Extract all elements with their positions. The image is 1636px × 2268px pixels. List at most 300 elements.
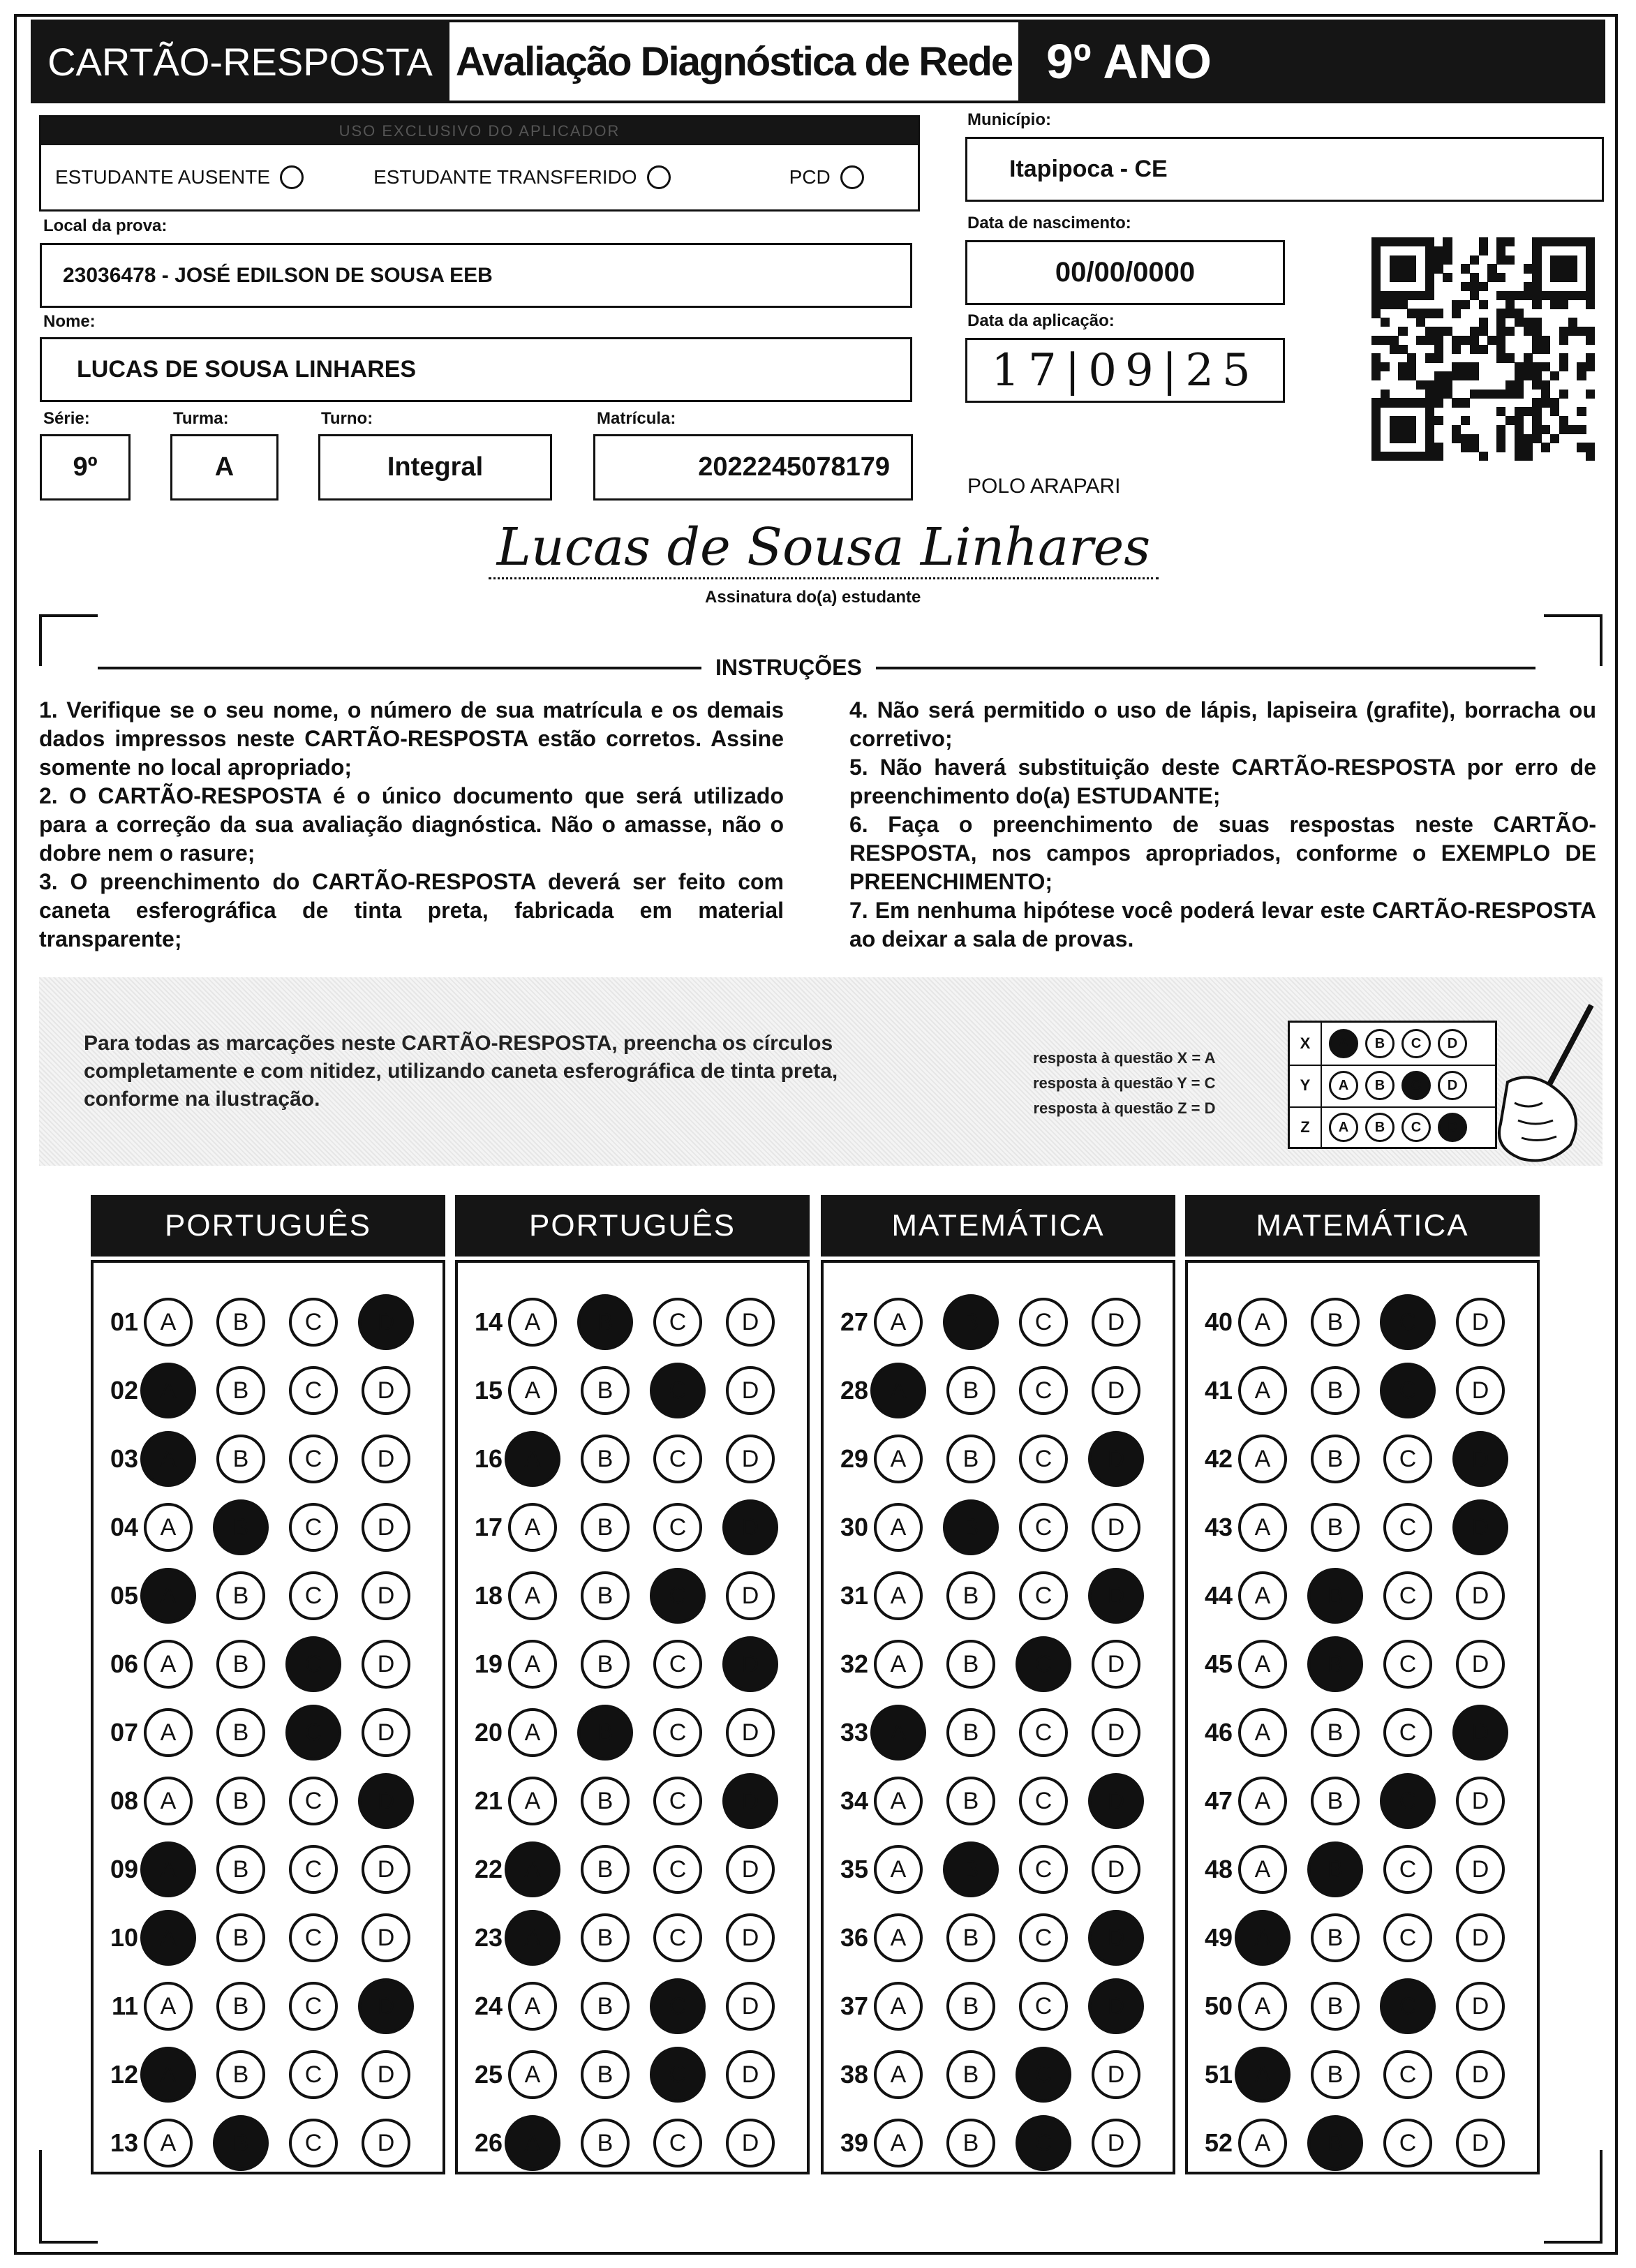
answer-bubble-a[interactable]: A bbox=[1235, 1910, 1291, 1966]
answer-bubble-c[interactable]: C bbox=[653, 1503, 702, 1552]
answer-bubble-b[interactable]: B bbox=[581, 1913, 630, 1962]
question-row bbox=[1188, 1906, 1529, 1969]
corner-mark-top-left bbox=[39, 614, 98, 666]
answer-bubble-a[interactable]: A bbox=[144, 1640, 193, 1689]
example-bubble-c: C bbox=[1401, 1113, 1431, 1142]
answer-bubble-c[interactable]: C bbox=[289, 1298, 338, 1347]
example-row bbox=[1290, 1065, 1495, 1108]
answer-bubble-a[interactable]: A bbox=[505, 1431, 560, 1487]
answer-bubble-c[interactable]: C bbox=[289, 1982, 338, 2031]
answer-bubble-c[interactable]: C bbox=[650, 1363, 706, 1418]
answer-bubble-d[interactable]: D bbox=[362, 1435, 410, 1483]
legend-x: resposta à questão X = A bbox=[1033, 1049, 1216, 1067]
answer-bubble-a[interactable]: A bbox=[870, 1363, 926, 1418]
answer-bubble-c[interactable]: C bbox=[289, 2050, 338, 2099]
question-number: 03 bbox=[110, 1444, 138, 1473]
answer-bubble-a[interactable]: A bbox=[1238, 2119, 1287, 2167]
answer-bubble-d[interactable]: D bbox=[362, 2119, 410, 2167]
answer-bubble-c[interactable]: C bbox=[1019, 1503, 1068, 1552]
answer-bubble-c[interactable]: C bbox=[1019, 1845, 1068, 1894]
answer-bubble-a[interactable]: A bbox=[505, 2115, 560, 2171]
question-number: 43 bbox=[1204, 1513, 1233, 1541]
answer-bubble-d[interactable]: D bbox=[1092, 1640, 1140, 1689]
example-row-label: Z bbox=[1290, 1106, 1322, 1148]
answer-bubble-c[interactable]: C bbox=[653, 1845, 702, 1894]
answer-bubble-c[interactable]: C bbox=[653, 1435, 702, 1483]
answer-bubble-c[interactable]: C bbox=[1383, 1640, 1432, 1689]
answer-bubble-d[interactable]: D bbox=[722, 1773, 778, 1829]
answer-bubble-d[interactable]: D bbox=[726, 1435, 775, 1483]
question-row bbox=[1188, 1975, 1529, 2038]
question-row bbox=[1188, 1701, 1529, 1764]
answer-bubble-d[interactable]: D bbox=[1452, 1431, 1508, 1487]
answer-bubble-c[interactable]: C bbox=[1380, 1363, 1436, 1418]
answer-column bbox=[455, 1260, 810, 2174]
corner-mark-bottom-left bbox=[39, 2150, 98, 2244]
name-value: LUCAS DE SOUSA LINHARES bbox=[77, 356, 417, 383]
question-number: 36 bbox=[840, 1923, 868, 1952]
answer-bubble-c[interactable]: C bbox=[289, 1366, 338, 1415]
answer-bubble-a[interactable]: A bbox=[508, 1640, 557, 1689]
answer-bubble-b[interactable]: B bbox=[581, 1366, 630, 1415]
answer-bubble-a[interactable]: A bbox=[140, 1431, 196, 1487]
answer-bubble-d[interactable]: D bbox=[726, 1913, 775, 1962]
answer-bubble-b[interactable]: B bbox=[1311, 2050, 1360, 2099]
answer-bubble-a[interactable]: A bbox=[874, 2119, 923, 2167]
answer-bubble-b[interactable]: B bbox=[581, 1845, 630, 1894]
answer-bubble-a[interactable]: A bbox=[874, 1845, 923, 1894]
answer-bubble-d[interactable]: D bbox=[1088, 1431, 1144, 1487]
answer-bubble-b[interactable]: B bbox=[216, 1982, 265, 2031]
question-number: 41 bbox=[1204, 1376, 1233, 1404]
question-number: 21 bbox=[474, 1786, 503, 1815]
answer-bubble-b[interactable]: B bbox=[1311, 1777, 1360, 1825]
answer-bubble-c[interactable]: C bbox=[289, 1913, 338, 1962]
question-row bbox=[94, 1701, 434, 1764]
answer-bubble-c[interactable]: C bbox=[1019, 1571, 1068, 1620]
answer-bubble-c[interactable]: C bbox=[1019, 1435, 1068, 1483]
answer-bubble-a[interactable]: A bbox=[1238, 1435, 1287, 1483]
answer-bubble-a[interactable]: A bbox=[874, 1640, 923, 1689]
answer-bubble-b[interactable]: B bbox=[1311, 1298, 1360, 1347]
answer-bubble-b[interactable]: B bbox=[1311, 1708, 1360, 1757]
example-bubble-c: C bbox=[1401, 1071, 1431, 1100]
answer-bubble-b[interactable]: B bbox=[213, 1499, 269, 1555]
birthdate-field bbox=[965, 240, 1285, 305]
turno-label: Turno: bbox=[321, 409, 373, 428]
answer-bubble-d[interactable]: D bbox=[1456, 1571, 1505, 1620]
answer-bubble-b[interactable]: B bbox=[946, 1435, 995, 1483]
answer-bubble-a[interactable]: A bbox=[1238, 1298, 1287, 1347]
answer-bubble-b[interactable]: B bbox=[946, 1366, 995, 1415]
question-number: 44 bbox=[1204, 1581, 1233, 1610]
answer-bubble-a[interactable]: A bbox=[874, 2050, 923, 2099]
question-row bbox=[94, 1906, 434, 1969]
question-number: 30 bbox=[840, 1513, 868, 1541]
question-number: 34 bbox=[840, 1786, 868, 1815]
answer-column bbox=[91, 1260, 445, 2174]
answer-bubble-b[interactable]: B bbox=[581, 1435, 630, 1483]
answer-bubble-a[interactable]: A bbox=[874, 1503, 923, 1552]
subject-header: MATEMÁTICA bbox=[1185, 1195, 1540, 1257]
answer-bubble-d[interactable]: D bbox=[726, 1366, 775, 1415]
answer-bubble-b[interactable]: B bbox=[943, 1294, 999, 1350]
answer-bubble-c[interactable]: C bbox=[650, 2047, 706, 2103]
answer-bubble-d[interactable]: D bbox=[726, 2050, 775, 2099]
answer-bubble-b[interactable]: B bbox=[946, 1913, 995, 1962]
example-bubble-a: A bbox=[1329, 1029, 1358, 1058]
answer-bubble-d[interactable]: D bbox=[1452, 1499, 1508, 1555]
question-number: 10 bbox=[110, 1923, 138, 1952]
answer-bubble-d[interactable]: D bbox=[1092, 1845, 1140, 1894]
answer-bubble-d[interactable]: D bbox=[726, 1298, 775, 1347]
answer-bubble-c[interactable]: C bbox=[1380, 1773, 1436, 1829]
question-number: 39 bbox=[840, 2128, 868, 2157]
answer-bubble-c[interactable]: C bbox=[1383, 2119, 1432, 2167]
answer-bubble-b[interactable]: B bbox=[946, 2050, 995, 2099]
application-date-value: 17|09|25 bbox=[991, 344, 1259, 396]
answer-bubble-d[interactable]: D bbox=[1456, 1777, 1505, 1825]
answer-bubble-b[interactable]: B bbox=[577, 1705, 633, 1761]
answer-bubble-c[interactable]: C bbox=[289, 1571, 338, 1620]
answer-bubble-b[interactable]: B bbox=[216, 1640, 265, 1689]
answer-bubble-a[interactable]: A bbox=[140, 1568, 196, 1624]
answer-bubble-d[interactable]: D bbox=[1456, 1982, 1505, 2031]
answer-bubble-b[interactable]: B bbox=[1307, 1841, 1363, 1897]
answer-bubble-c[interactable]: C bbox=[1383, 1913, 1432, 1962]
answer-bubble-d[interactable]: D bbox=[362, 1640, 410, 1689]
example-bubble-b: B bbox=[1365, 1113, 1395, 1142]
answer-bubble-d[interactable]: D bbox=[362, 1571, 410, 1620]
question-row bbox=[94, 2043, 434, 2106]
question-number: 37 bbox=[840, 1992, 868, 2020]
answer-bubble-c[interactable]: C bbox=[289, 1503, 338, 1552]
answer-bubble-a[interactable]: A bbox=[508, 1571, 557, 1620]
answer-bubble-b[interactable]: B bbox=[1307, 1636, 1363, 1692]
answer-bubble-b[interactable]: B bbox=[213, 2115, 269, 2171]
answer-bubble-d[interactable]: D bbox=[362, 1913, 410, 1962]
example-bubble-d: D bbox=[1438, 1071, 1467, 1100]
answer-bubble-c[interactable]: C bbox=[1016, 1636, 1071, 1692]
question-number: 27 bbox=[840, 1307, 868, 1336]
answer-bubble-d[interactable]: D bbox=[362, 2050, 410, 2099]
answer-bubble-c[interactable]: C bbox=[1019, 1777, 1068, 1825]
example-row-label: X bbox=[1290, 1023, 1322, 1065]
answer-bubble-d[interactable]: D bbox=[726, 1982, 775, 2031]
answer-bubble-d[interactable]: D bbox=[1456, 1298, 1505, 1347]
answer-bubble-d[interactable]: D bbox=[726, 2119, 775, 2167]
answer-bubble-c[interactable]: C bbox=[1383, 1435, 1432, 1483]
answer-bubble-b[interactable]: B bbox=[581, 2119, 630, 2167]
answer-bubble-c[interactable]: C bbox=[1019, 1366, 1068, 1415]
answer-bubble-b[interactable]: B bbox=[581, 1777, 630, 1825]
answer-bubble-a[interactable]: A bbox=[144, 1777, 193, 1825]
answer-bubble-b[interactable]: B bbox=[216, 1777, 265, 1825]
answer-bubble-c[interactable]: C bbox=[1383, 1571, 1432, 1620]
answer-bubble-c[interactable]: C bbox=[285, 1636, 341, 1692]
answer-bubble-b[interactable]: B bbox=[1307, 1568, 1363, 1624]
answer-bubble-c[interactable]: C bbox=[1019, 1708, 1068, 1757]
answer-bubble-c[interactable]: C bbox=[1383, 1708, 1432, 1757]
question-number: 23 bbox=[474, 1923, 503, 1952]
answer-bubble-c[interactable]: C bbox=[1019, 1298, 1068, 1347]
answer-bubble-b[interactable]: B bbox=[1311, 1503, 1360, 1552]
qr-code bbox=[1371, 237, 1595, 461]
answer-bubble-d[interactable]: D bbox=[1452, 1705, 1508, 1761]
hand-pen-icon bbox=[1487, 998, 1605, 1166]
answer-bubble-b[interactable]: B bbox=[1307, 2115, 1363, 2171]
answer-bubble-a[interactable]: A bbox=[1238, 1845, 1287, 1894]
instruction-4: 4. Não será permitido o uso de lápis, lapiseira (grafite), borracha ou corretivo; bbox=[849, 697, 1596, 751]
question-number: 22 bbox=[474, 1855, 503, 1883]
corner-mark-top-right bbox=[1544, 614, 1602, 666]
answer-bubble-c[interactable]: C bbox=[1383, 1845, 1432, 1894]
example-row bbox=[1290, 1106, 1495, 1148]
question-number: 16 bbox=[474, 1444, 503, 1473]
question-row bbox=[824, 1291, 1164, 1354]
answer-bubble-a[interactable]: A bbox=[874, 1571, 923, 1620]
answer-bubble-b[interactable]: B bbox=[216, 2050, 265, 2099]
answer-bubble-d[interactable]: D bbox=[1092, 2119, 1140, 2167]
answer-bubble-b[interactable]: B bbox=[581, 1640, 630, 1689]
answer-bubble-a[interactable]: A bbox=[508, 1503, 557, 1552]
answer-bubble-b[interactable]: B bbox=[216, 1435, 265, 1483]
question-number: 20 bbox=[474, 1718, 503, 1747]
answer-bubble-a[interactable]: A bbox=[144, 1298, 193, 1347]
answer-bubble-b[interactable]: B bbox=[216, 1571, 265, 1620]
answer-bubble-a[interactable]: A bbox=[1238, 1708, 1287, 1757]
answer-bubble-b[interactable]: B bbox=[216, 1366, 265, 1415]
application-date-label: Data da aplicação: bbox=[967, 311, 1115, 330]
answer-bubble-b[interactable]: B bbox=[216, 1845, 265, 1894]
answer-bubble-c[interactable]: C bbox=[285, 1705, 341, 1761]
answer-bubble-c[interactable]: C bbox=[289, 1435, 338, 1483]
answer-bubble-a[interactable]: A bbox=[874, 1982, 923, 2031]
answer-bubble-d[interactable]: D bbox=[1088, 1978, 1144, 2034]
question-number: 29 bbox=[840, 1444, 868, 1473]
answer-bubble-a[interactable]: A bbox=[1235, 2047, 1291, 2103]
answer-bubble-b[interactable]: B bbox=[216, 1913, 265, 1962]
answer-bubble-d[interactable]: D bbox=[1092, 1366, 1140, 1415]
answer-bubble-a[interactable]: A bbox=[140, 1841, 196, 1897]
answer-bubble-a[interactable]: A bbox=[1238, 1640, 1287, 1689]
absent-radio[interactable] bbox=[280, 165, 304, 189]
answer-bubble-c[interactable]: C bbox=[653, 1913, 702, 1962]
example-bubble-a: A bbox=[1329, 1071, 1358, 1100]
question-row bbox=[824, 2112, 1164, 2174]
question-row bbox=[94, 1428, 434, 1490]
answer-bubble-d[interactable]: D bbox=[1092, 1503, 1140, 1552]
answer-bubble-d[interactable]: D bbox=[362, 1503, 410, 1552]
question-row bbox=[1188, 1428, 1529, 1490]
answer-bubble-b[interactable]: B bbox=[216, 1708, 265, 1757]
answer-bubble-a[interactable]: A bbox=[874, 1435, 923, 1483]
question-row bbox=[1188, 1838, 1529, 1901]
question-row bbox=[1188, 1633, 1529, 1696]
pcd-label: PCD bbox=[789, 166, 831, 188]
answer-bubble-d[interactable]: D bbox=[1092, 1708, 1140, 1757]
answer-bubble-a[interactable]: A bbox=[1238, 1982, 1287, 2031]
answer-bubble-a[interactable]: A bbox=[508, 1777, 557, 1825]
instructions-right bbox=[849, 696, 1596, 954]
question-number: 51 bbox=[1204, 2060, 1233, 2089]
answer-bubble-c[interactable]: C bbox=[289, 1845, 338, 1894]
question-number: 09 bbox=[110, 1855, 138, 1883]
question-number: 17 bbox=[474, 1513, 503, 1541]
answer-bubble-a[interactable]: A bbox=[1238, 1777, 1287, 1825]
instruction-6: 6. Faça o preenchimento de suas respostas neste CARTÃO-RESPOSTA, nos campos apropriados, conforme o EXEMPLO DE PREENCHIMENTO; bbox=[849, 812, 1596, 894]
answer-bubble-a[interactable]: A bbox=[508, 1298, 557, 1347]
instructions-left bbox=[39, 696, 784, 954]
answer-column bbox=[821, 1260, 1175, 2174]
legend-z: resposta à questão Z = D bbox=[1033, 1099, 1216, 1117]
question-row bbox=[824, 1564, 1164, 1627]
answer-bubble-a[interactable]: A bbox=[508, 1366, 557, 1415]
answer-bubble-d[interactable]: D bbox=[1456, 1640, 1505, 1689]
matricula-label: Matrícula: bbox=[597, 409, 676, 428]
pcd-radio[interactable] bbox=[840, 165, 864, 189]
question-row bbox=[824, 1701, 1164, 1764]
answer-bubble-d[interactable]: D bbox=[362, 1708, 410, 1757]
answer-bubble-b[interactable]: B bbox=[943, 1499, 999, 1555]
answer-bubble-a[interactable]: A bbox=[144, 1982, 193, 2031]
question-number: 08 bbox=[110, 1786, 138, 1815]
question-row bbox=[94, 1633, 434, 1696]
answer-bubble-d[interactable]: D bbox=[1088, 1773, 1144, 1829]
question-number: 47 bbox=[1204, 1786, 1233, 1815]
answer-bubble-c[interactable]: C bbox=[1383, 1503, 1432, 1552]
question-row bbox=[94, 1975, 434, 2038]
answer-bubble-b[interactable]: B bbox=[581, 1982, 630, 2031]
answer-bubble-d[interactable]: D bbox=[1456, 1913, 1505, 1962]
example-grid bbox=[1288, 1021, 1497, 1149]
answer-bubble-c[interactable]: C bbox=[653, 1777, 702, 1825]
answer-bubble-b[interactable]: B bbox=[581, 1503, 630, 1552]
question-row bbox=[824, 1496, 1164, 1559]
answer-bubble-b[interactable]: B bbox=[581, 2050, 630, 2099]
answer-bubble-d[interactable]: D bbox=[358, 1773, 414, 1829]
question-row bbox=[824, 2043, 1164, 2106]
question-number: 25 bbox=[474, 2060, 503, 2089]
answer-bubble-d[interactable]: D bbox=[1088, 1568, 1144, 1624]
answer-bubble-b[interactable]: B bbox=[946, 1982, 995, 2031]
answer-bubble-a[interactable]: A bbox=[140, 1910, 196, 1966]
turma-value: A bbox=[214, 452, 235, 482]
example-bubble-a: A bbox=[1329, 1113, 1358, 1142]
answer-bubble-d[interactable]: D bbox=[1092, 2050, 1140, 2099]
answer-bubble-d[interactable]: D bbox=[726, 1571, 775, 1620]
answer-bubble-d[interactable]: D bbox=[358, 1978, 414, 2034]
name-label: Nome: bbox=[43, 312, 96, 331]
evaluation-title: Avaliação Diagnóstica de Rede bbox=[449, 20, 1018, 103]
answer-bubble-a[interactable]: A bbox=[140, 2047, 196, 2103]
answer-bubble-a[interactable]: A bbox=[144, 1708, 193, 1757]
answer-bubble-d[interactable]: D bbox=[1092, 1298, 1140, 1347]
answer-bubble-b[interactable]: B bbox=[1311, 1435, 1360, 1483]
question-row bbox=[458, 1428, 798, 1490]
transferred-radio[interactable] bbox=[647, 165, 671, 189]
answer-bubble-a[interactable]: A bbox=[508, 1708, 557, 1757]
answer-bubble-a[interactable]: A bbox=[874, 1913, 923, 1962]
answer-bubble-b[interactable]: B bbox=[216, 1298, 265, 1347]
answer-bubble-a[interactable]: A bbox=[870, 1705, 926, 1761]
question-number: 02 bbox=[110, 1376, 138, 1404]
answer-bubble-c[interactable]: C bbox=[289, 2119, 338, 2167]
answer-bubble-b[interactable]: B bbox=[1311, 1913, 1360, 1962]
answer-bubble-c[interactable]: C bbox=[653, 1298, 702, 1347]
answer-bubble-a[interactable]: A bbox=[508, 1982, 557, 2031]
answer-bubble-b[interactable]: B bbox=[581, 1571, 630, 1620]
answer-bubble-a[interactable]: A bbox=[508, 2050, 557, 2099]
answer-bubble-b[interactable]: B bbox=[1311, 1982, 1360, 2031]
transferred-label: ESTUDANTE TRANSFERIDO bbox=[373, 166, 637, 188]
question-number: 32 bbox=[840, 1650, 868, 1678]
question-row bbox=[1188, 2112, 1529, 2174]
answer-bubble-c[interactable]: C bbox=[1019, 1913, 1068, 1962]
answer-bubble-d[interactable]: D bbox=[358, 1294, 414, 1350]
question-row bbox=[94, 1496, 434, 1559]
answer-bubble-d[interactable]: D bbox=[722, 1636, 778, 1692]
answer-bubble-b[interactable]: B bbox=[946, 2119, 995, 2167]
answer-bubble-a[interactable]: A bbox=[144, 2119, 193, 2167]
answer-bubble-c[interactable]: C bbox=[653, 1708, 702, 1757]
answer-bubble-b[interactable]: B bbox=[943, 1841, 999, 1897]
answer-bubble-d[interactable]: D bbox=[722, 1499, 778, 1555]
answer-bubble-b[interactable]: B bbox=[946, 1571, 995, 1620]
answer-bubble-d[interactable]: D bbox=[726, 1708, 775, 1757]
answer-bubble-d[interactable]: D bbox=[1456, 2050, 1505, 2099]
turno-value: Integral bbox=[387, 452, 484, 482]
answer-bubble-c[interactable]: C bbox=[289, 1777, 338, 1825]
answer-bubble-a[interactable]: A bbox=[505, 1910, 560, 1966]
answer-bubble-a[interactable]: A bbox=[874, 1298, 923, 1347]
answer-bubble-a[interactable]: A bbox=[505, 1841, 560, 1897]
question-row bbox=[458, 1770, 798, 1832]
answer-bubble-c[interactable]: C bbox=[1016, 2047, 1071, 2103]
answer-bubble-d[interactable]: D bbox=[1456, 1845, 1505, 1894]
answer-bubble-a[interactable]: A bbox=[1238, 1366, 1287, 1415]
answer-bubble-a[interactable]: A bbox=[144, 1503, 193, 1552]
answer-bubble-c[interactable]: C bbox=[650, 1978, 706, 2034]
question-row bbox=[1188, 1496, 1529, 1559]
answer-bubble-d[interactable]: D bbox=[1088, 1910, 1144, 1966]
answer-bubble-a[interactable]: A bbox=[1238, 1503, 1287, 1552]
answer-bubble-c[interactable]: C bbox=[1380, 1294, 1436, 1350]
answer-bubble-d[interactable]: D bbox=[1456, 1366, 1505, 1415]
answer-bubble-d[interactable]: D bbox=[362, 1366, 410, 1415]
answer-bubble-c[interactable]: C bbox=[1380, 1978, 1436, 2034]
answer-bubble-a[interactable]: A bbox=[1238, 1571, 1287, 1620]
answer-bubble-b[interactable]: B bbox=[946, 1708, 995, 1757]
answer-bubble-d[interactable]: D bbox=[362, 1845, 410, 1894]
answer-bubble-d[interactable]: D bbox=[1456, 2119, 1505, 2167]
answer-bubble-b[interactable]: B bbox=[946, 1640, 995, 1689]
answer-bubble-a[interactable]: A bbox=[140, 1363, 196, 1418]
question-row bbox=[458, 1633, 798, 1696]
answer-bubble-c[interactable]: C bbox=[653, 2119, 702, 2167]
answer-bubble-a[interactable]: A bbox=[874, 1777, 923, 1825]
answer-bubble-b[interactable]: B bbox=[1311, 1366, 1360, 1415]
answer-bubble-c[interactable]: C bbox=[1019, 1982, 1068, 2031]
answer-bubble-c[interactable]: C bbox=[650, 1568, 706, 1624]
answer-bubble-c[interactable]: C bbox=[1383, 2050, 1432, 2099]
answer-bubble-c[interactable]: C bbox=[653, 1640, 702, 1689]
answer-bubble-b[interactable]: B bbox=[946, 1777, 995, 1825]
answer-bubble-c[interactable]: C bbox=[1016, 2115, 1071, 2171]
answer-bubble-d[interactable]: D bbox=[726, 1845, 775, 1894]
question-row bbox=[458, 2043, 798, 2106]
answer-bubble-b[interactable]: B bbox=[577, 1294, 633, 1350]
